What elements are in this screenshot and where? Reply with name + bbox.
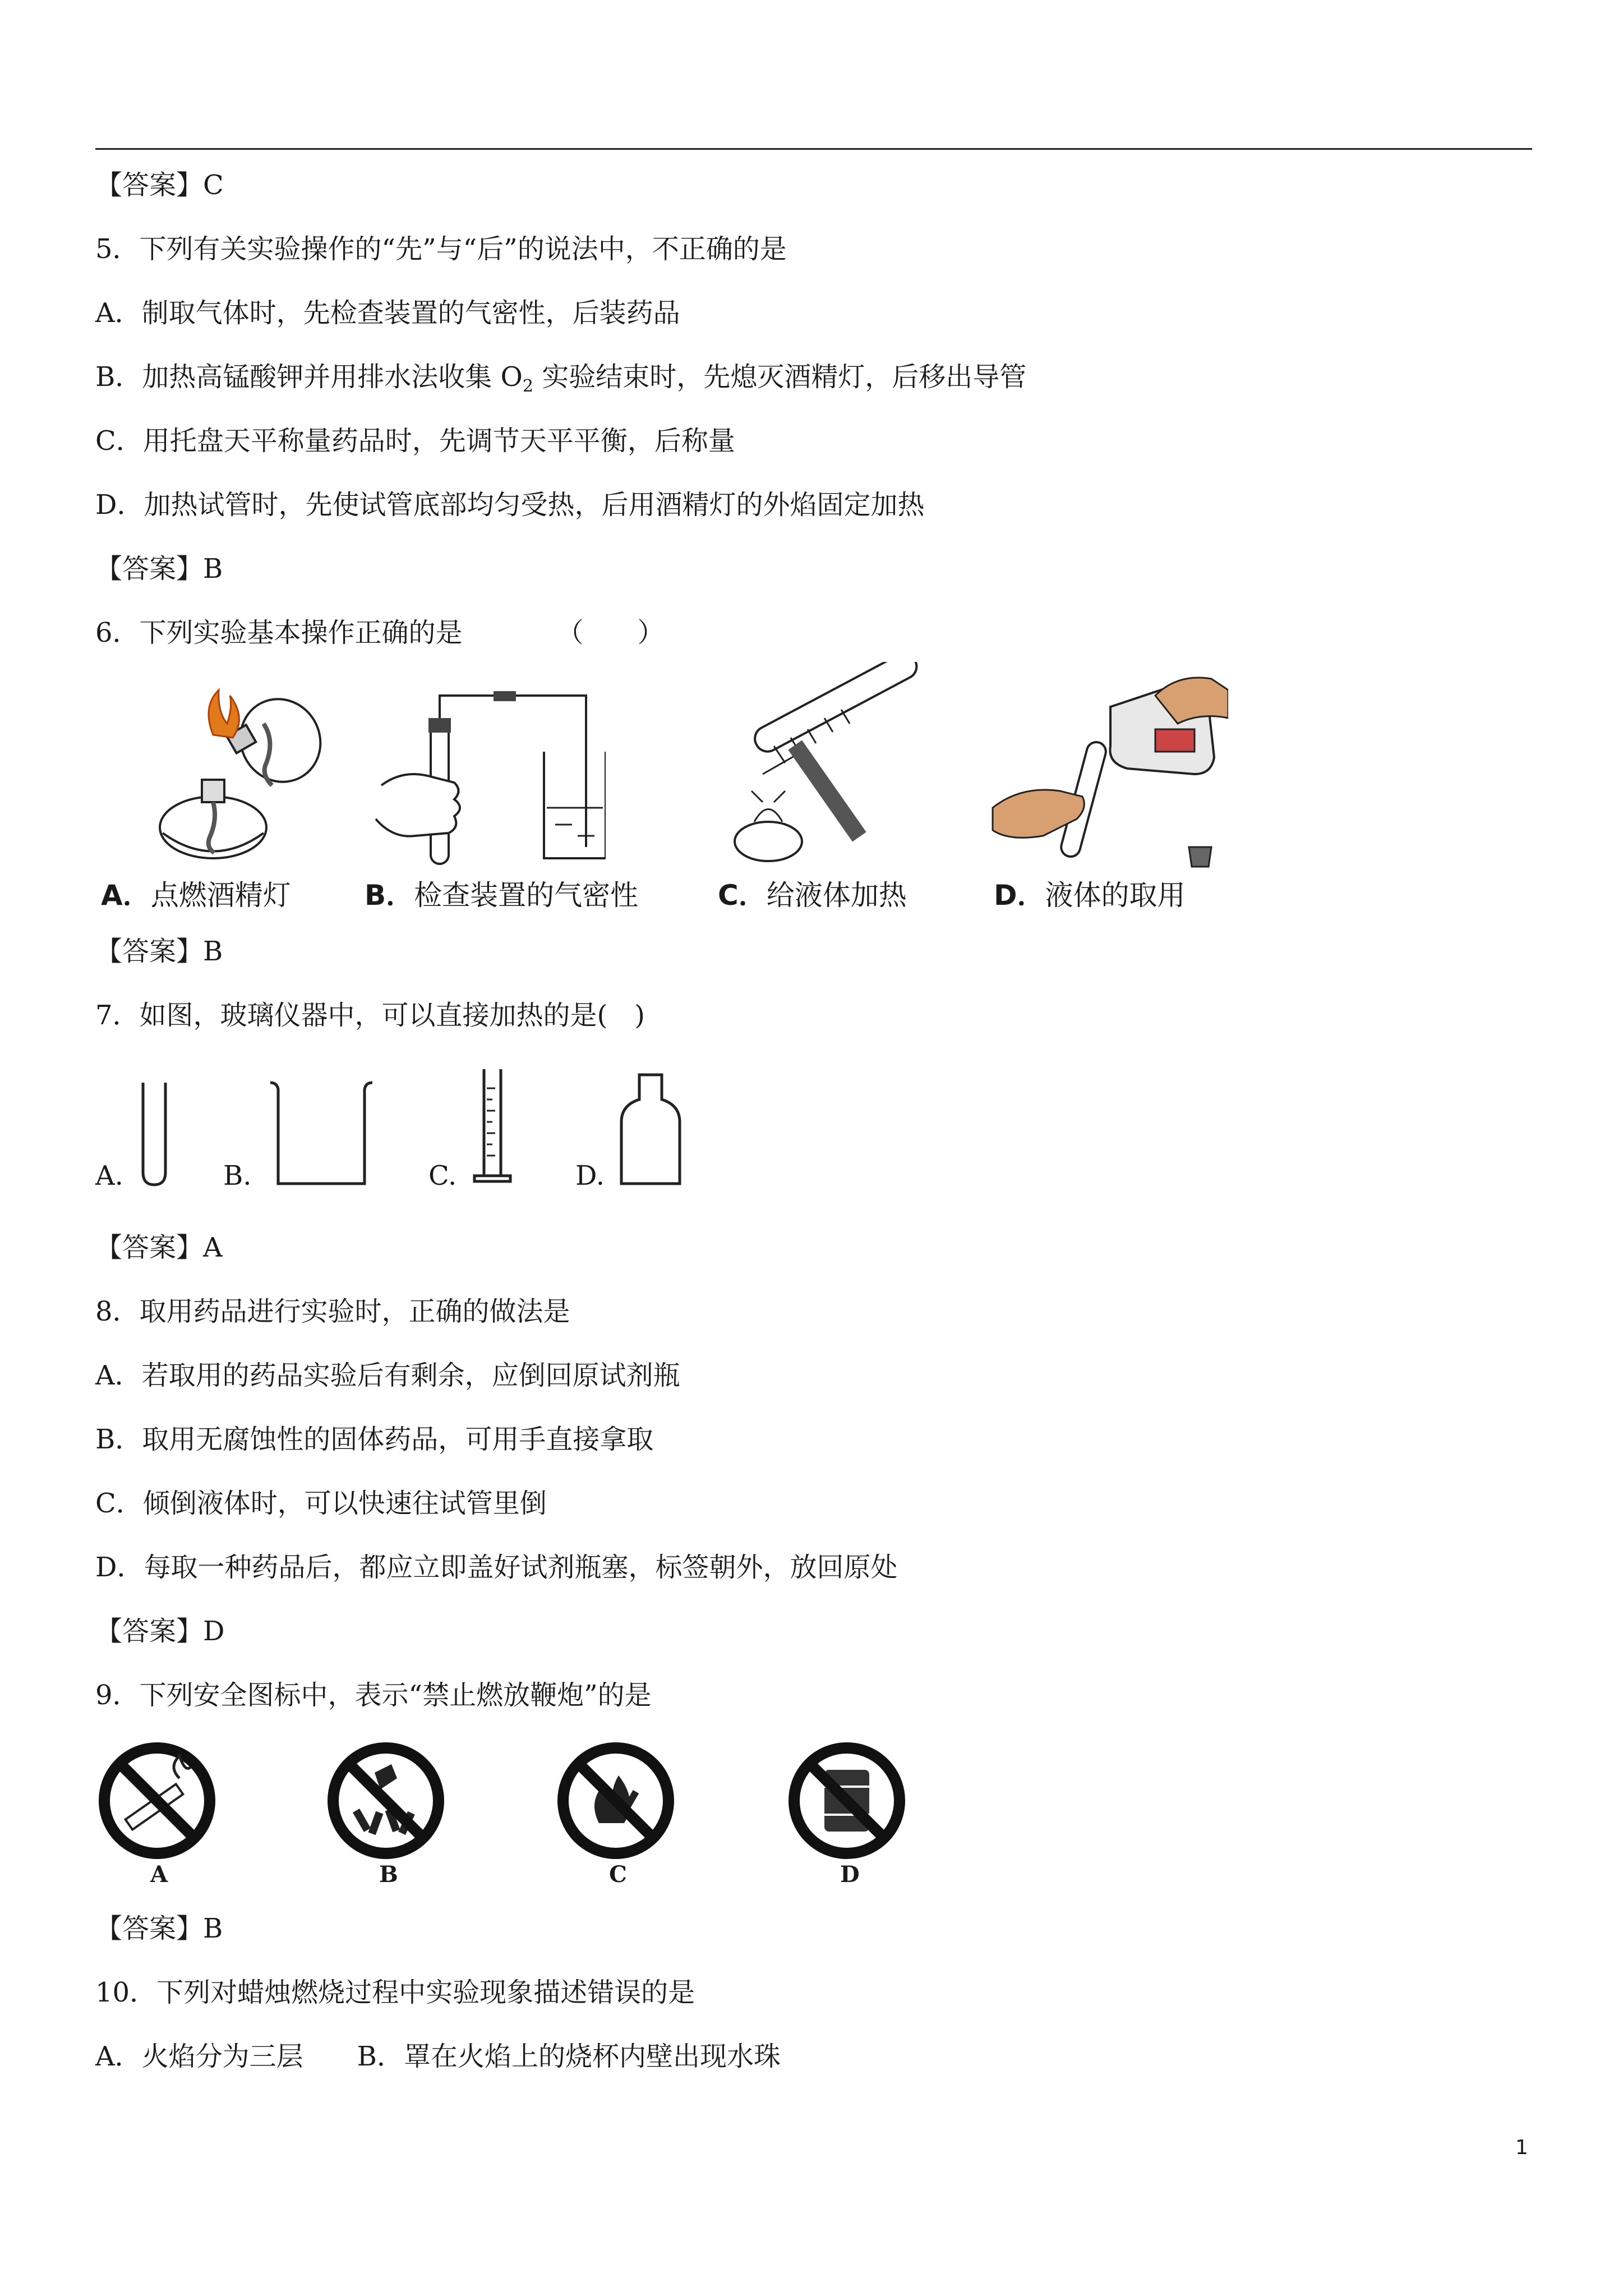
page-number: 1 [1515,2136,1528,2159]
question-7: 7．如图，玻璃仪器中，可以直接加热的是( ) [95,1000,645,1031]
q5-option-c: C．用托盘天平称量药品时，先调节天平平衡，后称量 [95,425,735,457]
no-open-flame-sign-icon [554,1739,677,1862]
q6-option-d-caption: D．液体的取用 [994,879,1186,912]
beaker-figure [268,1079,375,1189]
q9-option-c-label: C [609,1861,627,1888]
q5-option-d: D．加热试管时，先使试管底部均匀受热，后用酒精灯的外焰固定加热 [95,489,925,521]
answer-q8: 【答案】D [95,1616,225,1647]
q9-option-b-label: B [379,1861,398,1888]
q5-option-a: A．制取气体时，先检查装置的气密性，后装药品 [95,297,680,329]
liquid-heating-figure [723,662,948,869]
q7-option-d-label: D. [575,1160,605,1191]
answer-q5: 【答案】B [95,553,223,585]
no-flammable-barrel-sign-icon [785,1739,909,1862]
question-9: 9．下列安全图标中，表示“禁止燃放鞭炮”的是 [95,1680,652,1711]
q8-option-a: A．若取用的药品实验后有剩余，应倒回原试剂瓶 [95,1360,680,1391]
answer-q9: 【答案】B [95,1913,223,1944]
q8-option-b: B．取用无腐蚀性的固体药品，可用手直接拿取 [95,1424,654,1455]
header-rule [95,148,1532,150]
no-firecrackers-sign-icon [324,1739,448,1862]
graduated-cylinder-figure [470,1066,515,1189]
q8-option-c: C．倾倒液体时，可以快速往试管里倒 [95,1488,547,1519]
q7-option-b-label: B. [223,1160,252,1191]
no-smoking-sign-icon [95,1739,219,1862]
answer-q7: 【答案】A [95,1232,223,1263]
answer-q4: 【答案】C [95,169,224,201]
q6-option-c-caption: C．给液体加热 [718,879,907,912]
liquid-pouring-figure [987,673,1228,875]
q6-option-a-caption: A．点燃酒精灯 [101,879,291,912]
q7-option-a-label: A. [95,1160,123,1191]
q7-option-c-label: C. [428,1160,457,1191]
test-tube-figure [137,1077,171,1189]
question-6: 6．下列实验基本操作正确的是 （ ） [95,617,665,648]
question-10: 10．下列对蜡烛燃烧过程中实验现象描述错误的是 [95,1977,695,2008]
q5-option-b: B．加热高锰酸钾并用排水法收集 $O_2$ 实验结束时，先熄灭酒精灯，后移出导管 [95,361,1027,396]
question-5: 5．下列有关实验操作的“先”与“后”的说法中，不正确的是 [95,233,787,265]
q9-option-d-label: D [840,1861,860,1888]
airtightness-check-figure [370,679,606,869]
q8-option-d: D．每取一种药品后，都应立即盖好试剂瓶塞，标签朝外，放回原处 [95,1552,898,1583]
question-8: 8．取用药品进行实验时，正确的做法是 [95,1296,570,1327]
alcohol-lamp-lighting-figure [151,684,331,869]
answer-q6: 【答案】B [95,936,223,967]
reagent-bottle-figure [617,1071,684,1189]
q6-option-b-caption: B．检查装置的气密性 [365,879,639,912]
q10-options-ab: A．火焰分为三层 B．罩在火焰上的烧杯内壁出现水珠 [95,2041,781,2072]
q9-option-a-label: A [150,1861,168,1888]
